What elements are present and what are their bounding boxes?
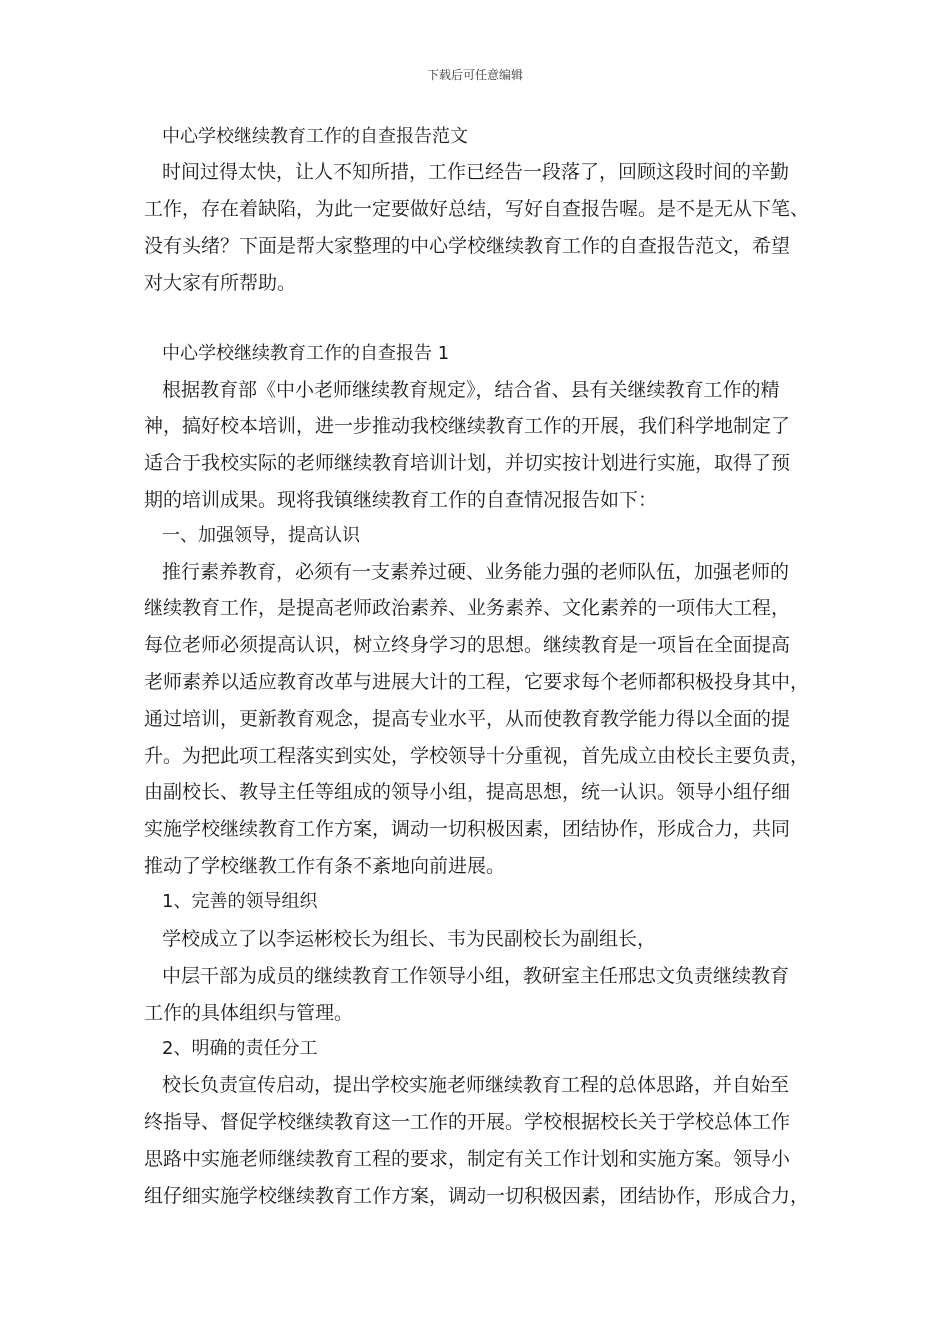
paragraph-line: 学校成立了以李运彬校长为组长、韦为民副校长为副组长， (162, 928, 657, 950)
paragraph-line: 老师素养以适应教育改革与进展大计的工程，它要求每个老师都积极投身其中， (144, 671, 810, 693)
paragraph-line: 由副校长、教导主任等组成的领导小组，提高思想，统一认识。领导小组仔细 (144, 781, 791, 803)
paragraph-line: 继续教育工作，是提高老师政治素养、业务素养、文化素养的一项伟大工程， (144, 597, 791, 619)
paragraph-line: 校长负责宣传启动，提出学校实施老师继续教育工程的总体思路，并自始至 (162, 1074, 790, 1096)
paragraph-line: 适合于我校实际的老师继续教育培训计划，并切实按计划进行实施，取得了预 (144, 452, 791, 474)
paragraph-line: 每位老师必须提高认识，树立终身学习的思想。继续教育是一项旨在全面提高 (144, 634, 791, 656)
section-heading: 中心学校继续教育工作的自查报告范文 (162, 126, 468, 147)
paragraph-line: 期的培训成果。现将我镇继续教育工作的自查情况报告如下： (144, 489, 658, 511)
paragraph-line: 没有头绪？下面是帮大家整理的中心学校继续教育工作的自查报告范文，希望 (144, 235, 791, 257)
paragraph-line: 通过培训，更新教育观念，提高专业水平，从而使教育教学能力得以全面的提 (144, 708, 791, 730)
paragraph-line: 组仔细实施学校继续教育工作方案，调动一切积极因素，团结协作，形成合力， (144, 1185, 810, 1207)
section-heading: 2、明确的责任分工 (162, 1038, 318, 1059)
paragraph-line: 实施学校继续教育工作方案，调动一切积极因素，团结协作，形成合力，共同 (144, 818, 791, 840)
paragraph-line: 思路中实施老师继续教育工程的要求，制定有关工作计划和实施方案。领导小 (144, 1148, 791, 1170)
section-heading: 1、完善的领导组织 (162, 891, 318, 912)
paragraph-line: 根据教育部《中小老师继续教育规定》，结合省、县有关继续教育工作的精 (162, 379, 780, 401)
section-heading: 中心学校继续教育工作的自查报告 1 (162, 343, 450, 364)
paragraph-line: 升。为把此项工程落实到实处，学校领导十分重视，首先成立由校长主要负责， (144, 745, 810, 767)
paragraph-line: 推动了学校继教工作有条不紊地向前进展。 (144, 855, 506, 877)
paragraph-line: 神，搞好校本培训，进一步推动我校继续教育工作的开展，我们科学地制定了 (144, 415, 791, 437)
paragraph-line: 中层干部为成员的继续教育工作领导小组，教研室主任邢忠文负责继续教育 (162, 965, 790, 987)
paragraph-line: 工作，存在着缺陷，为此一定要做好总结，写好自查报告喔。是不是无从下笔、 (144, 198, 810, 220)
paragraph-line: 时间过得太快，让人不知所措，工作已经告一段落了，回顾这段时间的辛勤 (162, 161, 790, 183)
header-note: 下载后可任意编辑 (426, 68, 523, 82)
paragraph-line: 终指导、督促学校继续教育这一工作的开展。学校根据校长关于学校总体工作 (144, 1111, 791, 1133)
paragraph-line: 推行素养教育，必须有一支素养过硬、业务能力强的老师队伍，加强老师的 (162, 561, 790, 583)
paragraph-line: 对大家有所帮助。 (144, 272, 297, 294)
section-heading: 一、加强领导，提高认识 (162, 525, 360, 546)
paragraph-line: 工作的具体组织与管理。 (144, 1002, 354, 1024)
